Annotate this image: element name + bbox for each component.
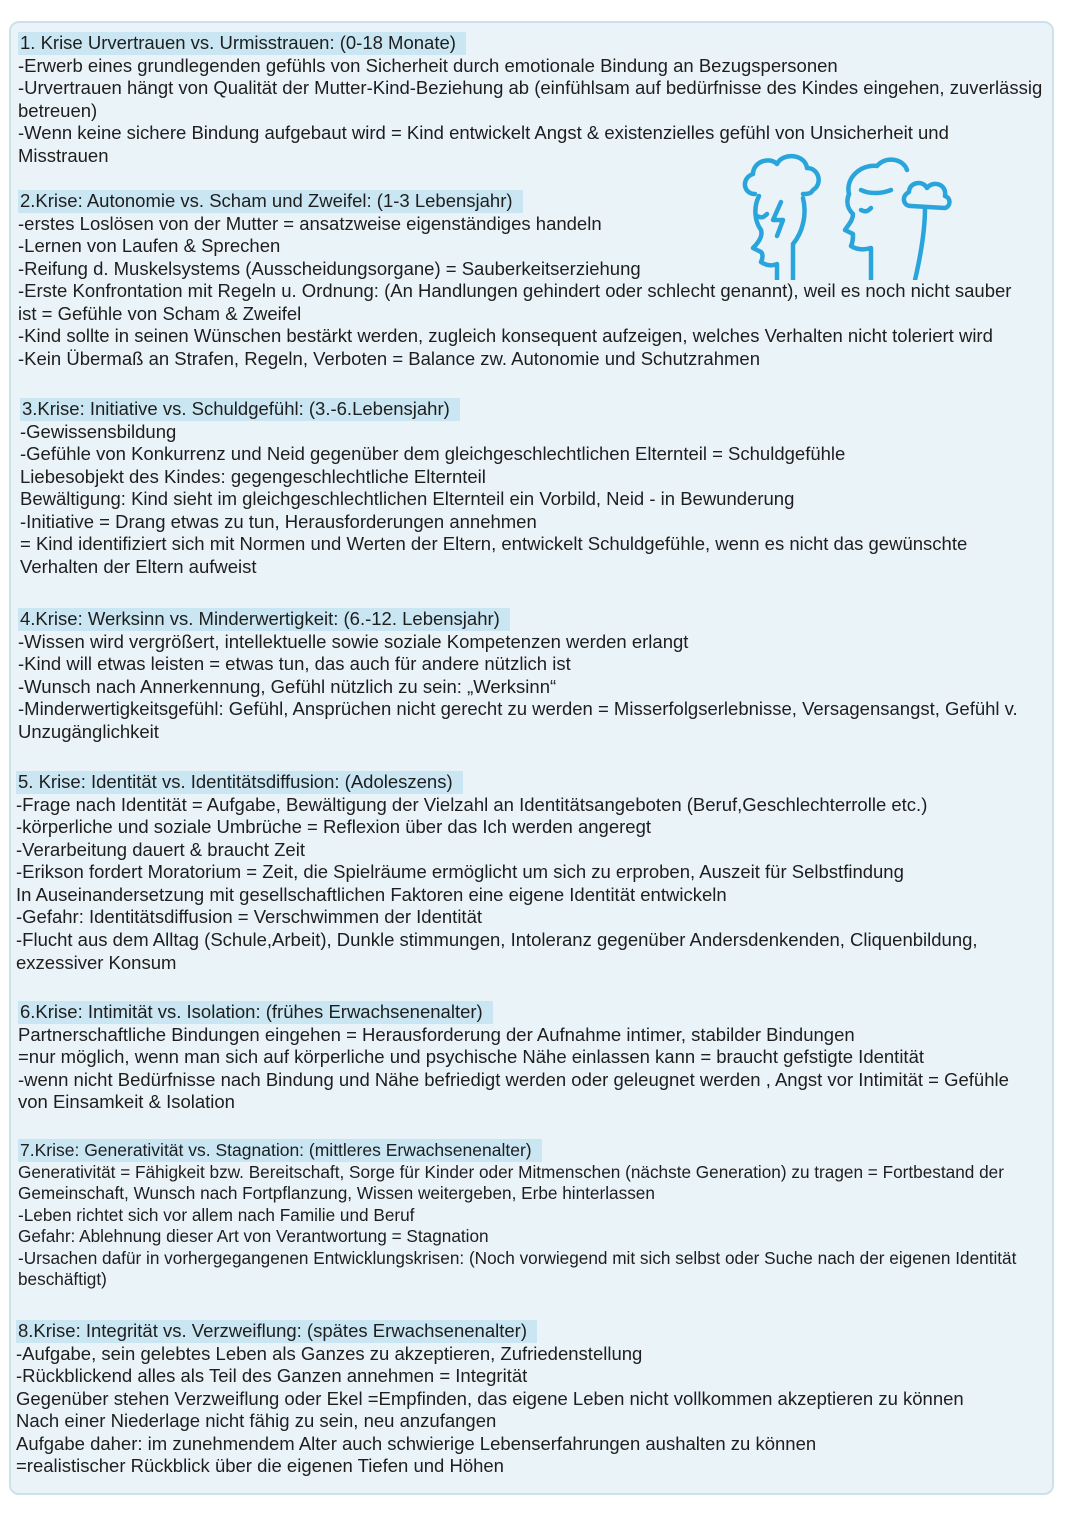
- text-line: -Ursachen dafür in vorhergegangenen Entwicklungskrisen: (Noch vorwiegend mit sich selbst oder Suche nach der eigenen Identität: [18, 1247, 1017, 1268]
- text-line: Misstrauen: [18, 144, 109, 166]
- crisis-heading: 8.Krise: Integrität vs. Verzweiflung: (spätes Erwachsenenalter): [16, 1320, 537, 1343]
- text-line: Liebesobjekt des Kindes: gegengeschlechtliche Elternteil: [20, 465, 486, 487]
- text-line: -Gefühle von Konkurrenz und Neid gegenüber dem gleichgeschlechtlichen Elternteil = Schuldgefühle: [20, 443, 846, 465]
- text-line: Unzugänglichkeit: [18, 720, 159, 742]
- text-line: Nach einer Niederlage nicht fähig zu sein, neu anzufangen: [16, 1410, 497, 1432]
- crisis-heading: 3.Krise: Initiative vs. Schuldgefühl: (3.-6.Lebensjahr): [20, 398, 460, 421]
- text-line: -Leben richtet sich vor allem nach Familie und Beruf: [18, 1204, 415, 1225]
- text-line: -Flucht aus dem Alltag (Schule,Arbeit), Dunkle stimmungen, Intoleranz gegenüber Andersdenkenden, Cliquenbildung,: [16, 929, 978, 951]
- text-line: betreuen): [18, 99, 98, 121]
- text-line: -Wissen wird vergrößert, intellektuelle sowie soziale Kompetenzen werden erlangt: [18, 630, 689, 652]
- text-line: beschäftigt): [18, 1269, 107, 1290]
- text-line: -Erste Konfrontation mit Regeln u. Ordnung: (An Handlungen gehindert oder schlecht genannt), weil es noch nicht sauber: [18, 280, 1012, 302]
- crisis-section-3: [20, 398, 1060, 579]
- text-line: exzessiver Konsum: [16, 951, 177, 973]
- text-line: -Erikson fordert Moratorium = Zeit, die Spielräume ermöglicht um sich zu erproben, Auszeit für Selbstfindung: [16, 861, 904, 883]
- text-line: Gefahr: Ablehnung dieser Art von Verantwortung = Stagnation: [18, 1226, 489, 1247]
- text-line: -Frage nach Identität = Aufgabe, Bewältigung der Vielzahl an Identitätsangeboten (Beruf,Geschlechterrolle etc.): [16, 793, 928, 815]
- crisis-section-7: [18, 1139, 1058, 1291]
- crisis-section-1: [18, 32, 1058, 167]
- text-line: -Initiative = Drang etwas zu tun, Herausforderungen annehmen: [20, 510, 537, 532]
- two-heads-thinking-icon: [733, 150, 958, 280]
- crisis-heading: 6.Krise: Intimität vs. Isolation: (frühes Erwachsenenalter): [18, 1001, 493, 1024]
- crisis-heading: 2.Krise: Autonomie vs. Scham und Zweifel: (1-3 Lebensjahr): [18, 190, 523, 213]
- text-line: Gegenüber stehen Verzweiflung oder Ekel =Empfinden, das eigene Leben nicht vollkommen akzeptieren zu können: [16, 1387, 964, 1409]
- crisis-heading: 5. Krise: Identität vs. Identitätsdiffusion: (Adoleszens): [16, 771, 463, 794]
- crisis-section-6: [18, 1001, 1058, 1114]
- crisis-heading: 4.Krise: Werksinn vs. Minderwertigkeit: (6.-12. Lebensjahr): [18, 608, 510, 631]
- text-line: Verhalten der Eltern aufweist: [20, 556, 257, 578]
- text-line: -Minderwertigkeitsgefühl: Gefühl, Ansprüchen nicht gerecht zu werden = Misserfolgserlebnisse, Versagensangst, Gefühl v.: [18, 698, 1018, 720]
- text-line: -Rückblickend alles als Teil des Ganzen annehmen = Integrität: [16, 1365, 528, 1387]
- text-line: -Verarbeitung dauert & braucht Zeit: [16, 838, 305, 860]
- text-line: -Kind sollte in seinen Wünschen bestärkt werden, zugleich konsequent aufzeigen, welches Verhalten nicht toleriert wird: [18, 325, 993, 347]
- text-line: -Wenn keine sichere Bindung aufgebaut wird = Kind entwickelt Angst & existenzielles gefühl von Unsicherheit und: [18, 122, 949, 144]
- text-line: -Aufgabe, sein gelebtes Leben als Ganzes zu akzeptieren, Zufriedenstellung: [16, 1342, 643, 1364]
- text-line: -Reifung d. Muskelsystems (Ausscheidungsorgane) = Sauberkeitserziehung: [18, 257, 641, 279]
- text-line: -Urvertrauen hängt von Qualität der Mutter-Kind-Beziehung ab (einfühlsam auf bedürfnisse des Kindes eingehen, zuverlässig: [18, 77, 1043, 99]
- stressed-head-icon: [745, 156, 819, 280]
- calm-head-icon: [845, 160, 950, 280]
- text-line: -Lernen von Laufen & Sprechen: [18, 235, 281, 257]
- text-line: -Gefahr: Identitätsdiffusion = Verschwimmen der Identität: [16, 906, 482, 928]
- text-line: =nur möglich, wenn man sich auf körperliche und psychische Nähe einlassen kann = braucht gefstigte Identität: [18, 1046, 925, 1068]
- crisis-heading: 7.Krise: Generativität vs. Stagnation: (mittleres Erwachsenenalter): [18, 1139, 542, 1162]
- text-line: -Kind will etwas leisten = etwas tun, das auch für andere nützlich ist: [18, 653, 571, 675]
- crisis-heading: 1. Krise Urvertrauen vs. Urmisstrauen: (0-18 Monate): [18, 32, 466, 55]
- text-line: -Erwerb eines grundlegenden gefühls von Sicherheit durch emotionale Bindung an Bezugspersonen: [18, 54, 838, 76]
- text-line: Aufgabe daher: im zunehmendem Alter auch schwierige Lebenserfahrungen aushalten zu können: [16, 1432, 817, 1454]
- text-line: ist = Gefühle von Scham & Zweifel: [18, 302, 302, 324]
- text-line: von Einsamkeit & Isolation: [18, 1091, 235, 1113]
- text-line: Partnerschaftliche Bindungen eingehen = Herausforderung der Aufnahme intimer, stabilder Bindungen: [18, 1023, 855, 1045]
- text-line: =realistischer Rückblick über die eigenen Tiefen und Höhen: [16, 1455, 504, 1477]
- crisis-section-8: [16, 1320, 1056, 1478]
- text-line: Bewältigung: Kind sieht im gleichgeschlechtlichen Elternteil ein Vorbild, Neid - in Bewunderung: [20, 488, 795, 510]
- text-line: -erstes Loslösen von der Mutter = ansatzweise eigenständiges handeln: [18, 212, 602, 234]
- text-line: Gemeinschaft, Wunsch nach Fortpflanzung, Wissen weitergeben, Erbe hinterlassen: [18, 1183, 655, 1204]
- text-line: = Kind identifiziert sich mit Normen und Werten der Eltern, entwickelt Schuldgefühle, wenn es nicht das gewünschte: [20, 533, 968, 555]
- text-line: -Gewissensbildung: [20, 420, 177, 442]
- crisis-section-4: [18, 608, 1058, 743]
- crisis-section-5: [16, 771, 1056, 974]
- text-line: -Wunsch nach Annerkennung, Gefühl nützlich zu sein: „Werksinn“: [18, 675, 557, 697]
- text-line: -Kein Übermaß an Strafen, Regeln, Verboten = Balance zw. Autonomie und Schutzrahmen: [18, 348, 760, 370]
- text-line: In Auseinandersetzung mit gesellschaftlichen Faktoren eine eigene Identität entwickeln: [16, 883, 727, 905]
- text-line: -körperliche und soziale Umbrüche = Reflexion über das Ich werden angeregt: [16, 816, 652, 838]
- text-line: -wenn nicht Bedürfnisse nach Bindung und Nähe befriedigt werden oder geleugnet werden , Angst vor Intimität = Gefühle: [18, 1068, 1009, 1090]
- text-line: Generativität = Fähigkeit bzw. Bereitschaft, Sorge für Kinder oder Mitmenschen (nächste Generation) zu tragen = Fortbestand der: [18, 1161, 1004, 1182]
